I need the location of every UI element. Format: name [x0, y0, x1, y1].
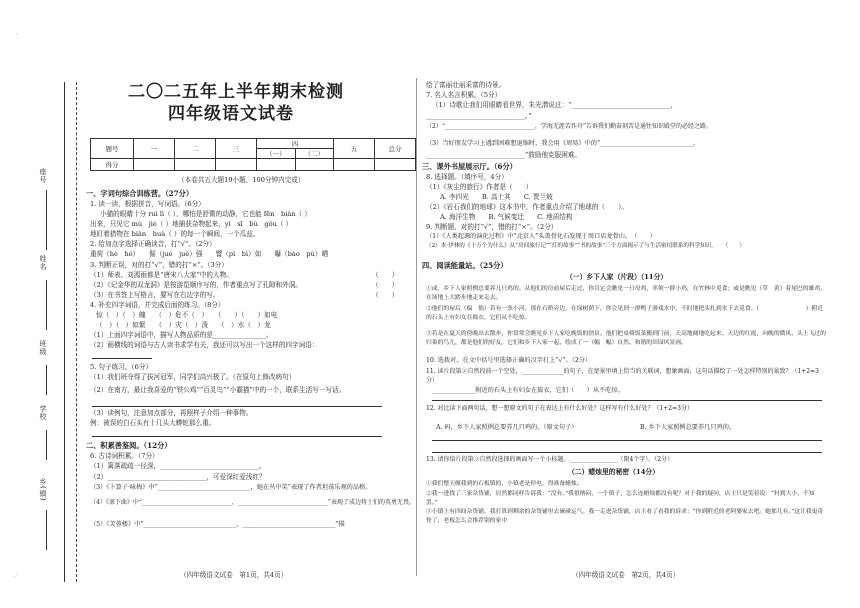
q5-b: （2）在南方，最让我喜爱的“铁公鸡”“百灵鸟”“小霸猫”中的一个，联系生活写一写话。 — [90, 386, 346, 394]
q7-b: （2）“______________________________，学海无涯苦作舟”告诉我们勤奋刻苦是通往知识殿堂的必经之路。 — [426, 123, 712, 130]
q8-b-options: A. 海洋生物 B. 气候变迁 C. 地质结构 — [440, 213, 573, 221]
reading-1-para-2: ②他们的屋后（偏 倘）若有一条小河，那在石桥旁边，在绿树荫下，你会见到一群鸭子游戏水中，不时地把头扎到水下去觅食。（ ）附近的石头上有妇女在捣衣，它们从不吃惊。 — [426, 306, 824, 321]
exam-note: （本卷共五大题19小题，100分钟内完成） — [178, 176, 305, 184]
q3-b: （2）《记金华的双龙洞》是按游览顺序写的，作者重点写了孔隙和外洞。 — [90, 281, 302, 289]
q5-a: （1）我们班夺得了拔河冠军，同学们高兴极了。（在原句上修改病句） — [90, 373, 296, 381]
section-1-title: 一、字词句综合训练营。（27分） — [86, 189, 194, 198]
q11-answer: ______________附近的石头上有妇女在捣衣，它们（ ）从不吃惊。 — [432, 387, 624, 394]
q7-c-cont: ______________________________”鼓励他克服困难。 — [426, 151, 582, 159]
binding-blank-class — [46, 365, 47, 395]
section-3-title: 三、课外书屋展示厅。（6分） — [422, 162, 517, 171]
q4-line-3: （1）上面四字词语中，描写人物品质的是________________。 — [90, 331, 273, 339]
q2-line-1: 重荷（hè hé） 倔（jué juè）强 譬（pì bì）如 曝（bào pù）晒 — [90, 250, 329, 258]
score-cell[interactable] — [295, 159, 334, 171]
binding-blank-school — [46, 430, 47, 460]
exam-title: 二〇二五年上半年期末检测 — [128, 82, 344, 102]
q6-b: （2）______________________________，可爱深红爱浅红？ — [90, 473, 266, 481]
score-row-label: 得分 — [91, 159, 134, 171]
q4-line-1: 惊（ ）（ ）魄 （ ）危不（ ） （ ）（ ）如电 — [96, 311, 278, 319]
scan-mark-bottom: .· — [14, 573, 18, 579]
q4-line-2: （ ）（ ）如繁 （ ）灾（ ）泼 （ ）水（ ）龙 — [96, 321, 271, 329]
r-line-0: 绘了富丽壮丽采富的诗景。 — [426, 81, 506, 89]
q1-line-2: 出来，只见它 mù jié（ ）地捕获杂物起来，yì sī bù gǒu（ ） — [90, 220, 293, 228]
q5-c: （3）读例句，注意加点部分，再照样子介绍一种事物。 — [90, 409, 253, 417]
q6-c: （3）《卜算子·咏梅》中“______________________________，她在丛中笑”表现了作者坦荡乐观的品格。 — [90, 484, 372, 491]
reading-2-para-3: ③小镇上有四间杂货铺，我打算到剩余的杂货铺里去碰碰运气。我一走进杂货铺，店主看了看我的诉求：“你到附近的老阿婆家去吧。她那儿有。”这让我更奇怪了，老板怎么会推荐别的家中 — [426, 509, 824, 524]
q9-b: （2）本·伊林的《十万个为什么》从“房间旅行记”“灯的故事”“书的故事”三个方面揭示了与生活密切联系的科学知识。 （ ） — [426, 243, 745, 249]
binding-blank-id — [46, 190, 47, 250]
q8-a: （1）《灰尘的旅行》作者是（ ） — [426, 183, 533, 191]
score-header-5: 五 — [334, 139, 375, 159]
q3-a: （1）师表、刘源雨都是“唐宋八大家”中的人物。 — [90, 271, 233, 279]
score-cell[interactable] — [134, 159, 175, 171]
binding-label-class: 班级 — [39, 340, 47, 356]
q10: 10. 选拨对。在文中括号里选择正确的汉字打上“√”。（2分） — [426, 357, 592, 364]
q7-c: （3）当好朋友学习上遇到困难想退缩时，我会用《周易》中的“______________________________， — [426, 140, 700, 147]
score-cell[interactable] — [375, 159, 416, 171]
q5-c-answer-line[interactable] — [92, 436, 382, 437]
q12-a: A. 码，乡下人家照例总要养几只鸡的。（原文句子） — [436, 424, 578, 431]
score-sub-1: （一） — [257, 149, 296, 159]
binding-label-id: 座号 — [39, 168, 47, 184]
score-cell[interactable] — [257, 159, 296, 171]
binding-line — [64, 82, 65, 582]
q6-e: （5）《芙蓉楼》中“______________________________，______________________________”描 — [90, 521, 345, 528]
q13: 13. 请你给片段第③自然段选择的画面写一个小标题。________________（限4个字）。（2分） — [426, 456, 674, 463]
q8-b: （2）《岩石我们的地球》这本书中，作者重点介绍了地球的（ ）。 — [426, 203, 628, 211]
score-header-label: 题号 — [91, 139, 134, 159]
page-2-footer: （四年级语文试卷 第2页，共4页） — [572, 571, 680, 579]
q6-a: （1）篱落疏疏一径深，______________________________。 — [90, 462, 266, 470]
score-header-1: 一 — [134, 139, 175, 159]
column-divider — [416, 78, 417, 576]
binding-dashed-line — [76, 82, 77, 582]
q2: 2. 给加点字选择正确读音，打“√”。（2分） — [90, 240, 216, 248]
q8: 8. 选择题。（填序号，4分） — [426, 173, 508, 181]
reading-1-para-1: ①或，乡下人家照例总要养几只鸡的。从他们的房前屋后走过，你肯定会瞧见一只母鸡，率领一群小鸡，在竹林中觅食；或是瞧见（草 黄）着尾巴的雄鸡，在场地上大踏步地走来走去。 — [426, 286, 826, 301]
q4-line-4: （2）画横线的词语与古人读书求学有关，我还可以写出一个这样的四字词语： — [90, 341, 319, 349]
q9: 9. 判断题，对的打“√”，错的打“×”。（2分） — [426, 223, 558, 231]
q12-answer-line-1[interactable] — [432, 440, 822, 441]
scan-mark-top: ’ — [16, 33, 18, 39]
q12: 12. 对比读下面两句话，想一想原文的句子在表达上有什么好处？这样写有什么好处？（1+2=3分） — [426, 405, 693, 412]
q4-answer-line[interactable] — [92, 358, 152, 359]
section-2-title: 二、积累善鉴阅。（12分） — [86, 441, 172, 450]
q9-a: （1）《人类起源的演化过程》中“北京人”头盖骨化石发现于周口店龙骨山。 （ ） — [426, 233, 656, 240]
q7-a: （1）诗歌让我们用眼睛看世界，朱光潜说过：“______________________________， — [432, 101, 677, 109]
score-header-4: 四 — [257, 139, 334, 149]
score-sub-2: （二） — [295, 149, 334, 159]
q3-b-mark[interactable]: （ ） — [372, 281, 399, 289]
q4: 4. 补充四字词语，并完成后面的练习。（8分） — [90, 301, 225, 309]
q8-a-options: A. 李四光 B. 高士其 C. 贾兰坡 — [440, 193, 553, 201]
reading-2-para-2: ②我一进找了三家杂货铺，居然都同样告诉我：“没有。”我很纳闷，一个镇子，怎么连蜡烛都没有呢？对于我的疑问，店主只是笑着说：“村到大小，不知罢。” — [426, 491, 815, 506]
q6: 6. 古诗词积累。（7分） — [90, 452, 159, 460]
q1-line-3: 地盯着猎物在 biàn huà（ ）的每一个瞬间，一个瓜兹。 — [90, 230, 260, 238]
q3-c: （3）在书签上写格言，要写在右边字的写。 — [90, 291, 220, 299]
q5: 5. 句子练习。（6分） — [90, 363, 153, 371]
q5-b-answer-line[interactable] — [92, 406, 382, 407]
binding-label-town: 乡(镇) — [39, 478, 47, 502]
score-cell[interactable] — [334, 159, 375, 171]
q5-c-example: 例：被误的白石头有十几头大蟒蛇那么重。 — [90, 419, 216, 427]
q3-a-mark[interactable]: （ ） — [372, 271, 399, 279]
q7-a-cont: ______________________________。” — [426, 112, 532, 120]
score-header-total: 总分 — [375, 139, 416, 159]
binding-blank-name — [46, 280, 47, 330]
exam-subtitle: 四年级语文试卷 — [168, 104, 294, 124]
q11: 11. 读片段第②自然段前一个空处，______________的句子，在宽景里填上恰当的关联词，想象画面，这句话描绘了一处怎样特别的景致？（1+2=3分） — [426, 368, 819, 384]
q12-answer-line-2[interactable] — [432, 452, 822, 453]
score-table — [90, 138, 416, 171]
reading-1-para-3: ③若是在夏天的傍晚出去散步，你常常会瞧见乡下人家吃晚饭的情景。他们把桌椅饭菜搬到门前，天高地阔地吃起来。天边的红霞，向晚的微风，头上飞过的归巢的鸟儿，都是他们的好友。它们和乡下人家一起，绘成了一（幅 幅）自然、和谐的田园风景画。 — [426, 331, 826, 346]
q6-d: （4）《塞下曲》中“______________________________，______________________________”表现了成边将士们的英勇无畏。 — [90, 499, 415, 506]
score-cell[interactable] — [175, 159, 216, 171]
page-1-footer: （四年级语文试卷 第1页，共4页） — [180, 571, 288, 579]
score-header-2: 二 — [175, 139, 216, 159]
binding-blank-town — [46, 510, 47, 550]
q12-b: B. 乡下人家照例总要养几只鸡的。 — [640, 424, 736, 431]
q1: 1. 读一读，根据拼音，写词语。（6分） — [90, 200, 205, 208]
reading-2-title: （二）蜡烛里的秘密（14分） — [568, 468, 660, 476]
q3-c-mark[interactable]: （ ） — [372, 291, 399, 299]
reading-2-para-1: ①我们整天缠我到的石板镇的，小镇老是停电，得准备蜡烛。 — [426, 481, 583, 487]
binding-label-school: 学校 — [39, 405, 47, 421]
score-cell[interactable] — [216, 159, 257, 171]
score-header-3: 三 — [216, 139, 257, 159]
q1-line-1: 小猫的眼睛十分 ruì lì（ ），哪怕是舒微的动静，它也能 fēn biàn（ ） — [100, 210, 311, 218]
q11-answer-line[interactable] — [432, 400, 822, 401]
q7: 7. 名人名言积累。（5分） — [426, 91, 502, 99]
section-4-title: 四、阅读能量站。（25分） — [422, 261, 508, 270]
reading-1-title: （一）乡下人家（片段）（11分） — [566, 273, 668, 281]
q3: 3. 判断正误，对的打“√”，错的打“×”。（3分） — [90, 261, 228, 269]
binding-label-name: 姓名 — [39, 255, 47, 271]
